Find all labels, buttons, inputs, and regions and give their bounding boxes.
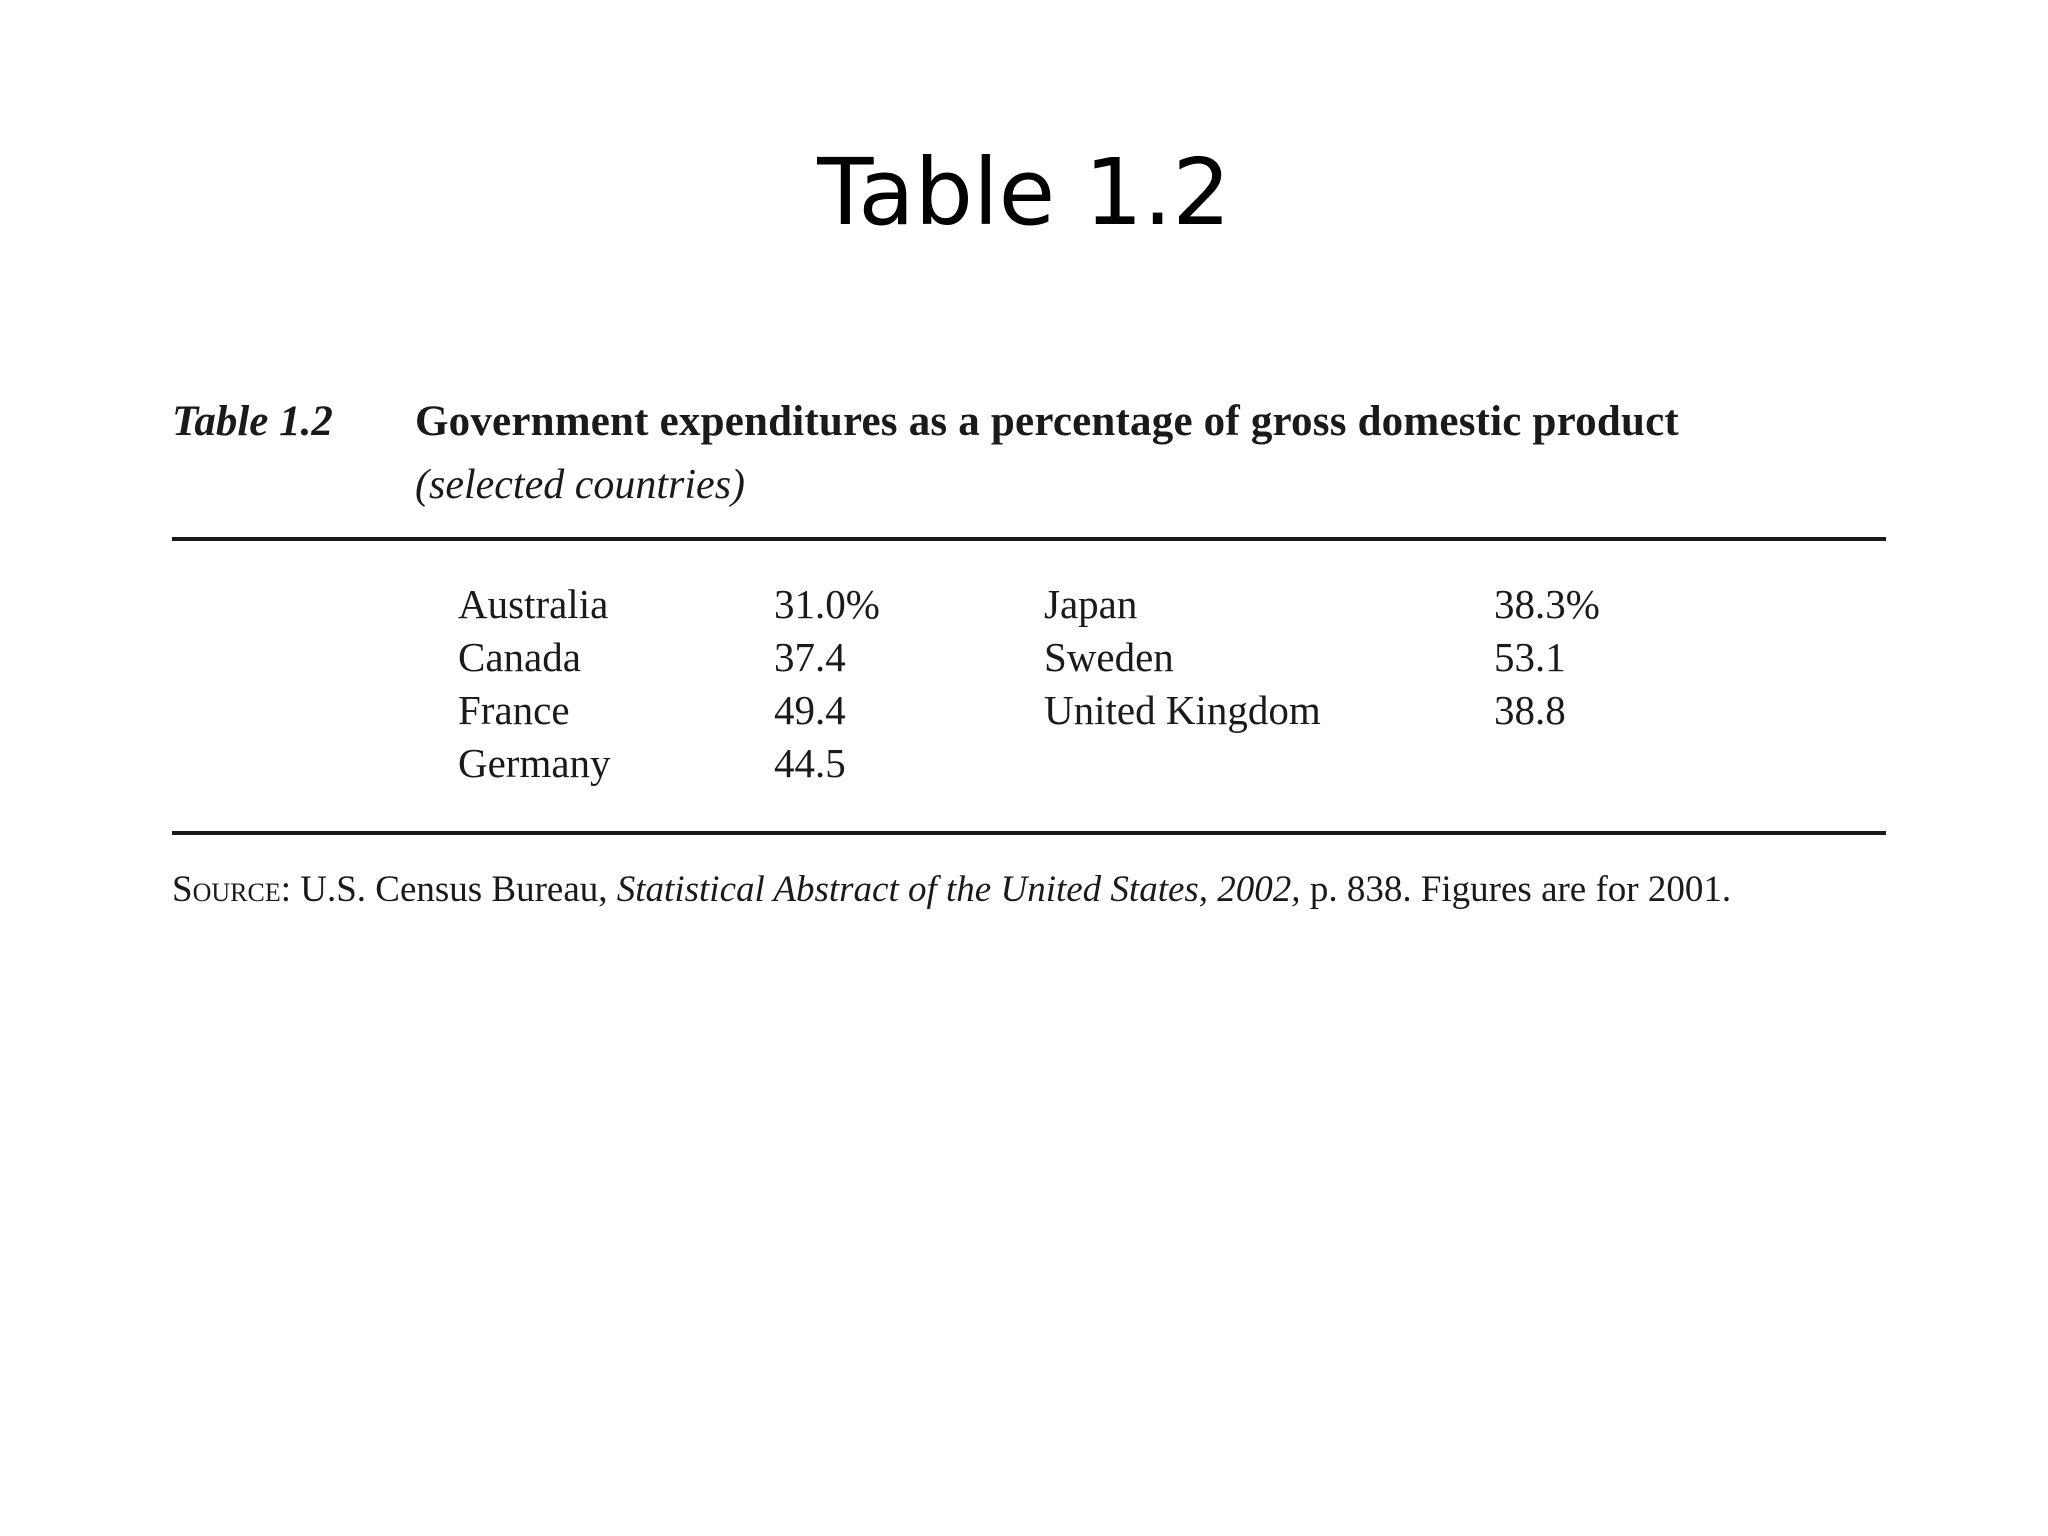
table-caption [172, 392, 1886, 515]
country-cell: Australia [458, 581, 609, 627]
value-cell: 53.1 [1494, 634, 1566, 680]
table-label: Table 1.2 [172, 398, 333, 445]
country-cell: France [458, 687, 570, 733]
source-suffix: p. 838. Figures are for 2001. [1300, 869, 1732, 910]
value-cell: 37.4 [774, 634, 846, 680]
data-grid [172, 541, 1886, 831]
value-cell: 44.5 [774, 740, 846, 786]
country-cell: Canada [458, 634, 581, 680]
table-figure [172, 392, 1886, 913]
source-publication: Statistical Abstract of the United States, 2002, [616, 869, 1301, 910]
source-label: Source [172, 869, 281, 910]
table-title: Government expenditures as a percentage of gross domestic product [415, 398, 1679, 445]
table-subtitle: (selected countries) [415, 462, 746, 508]
country-cell: United Kingdom [1044, 687, 1321, 733]
value-cell: 38.8 [1494, 687, 1566, 733]
value-cell: 49.4 [774, 687, 846, 733]
country-cell: Sweden [1044, 634, 1174, 680]
left-country-column [458, 578, 611, 790]
right-country-column [1044, 578, 1321, 737]
right-value-column [1494, 578, 1600, 737]
country-cell: Japan [1044, 581, 1138, 627]
source-note [172, 867, 1886, 913]
caption-text [415, 392, 1886, 515]
bottom-rule [172, 831, 1886, 835]
slide-title: Table 1.2 [817, 139, 1231, 246]
value-cell: 38.3% [1494, 581, 1600, 627]
left-value-column [774, 578, 880, 790]
source-prefix: : U.S. Census Bureau, [280, 869, 617, 910]
country-cell: Germany [458, 740, 611, 786]
value-cell: 31.0% [774, 581, 880, 627]
